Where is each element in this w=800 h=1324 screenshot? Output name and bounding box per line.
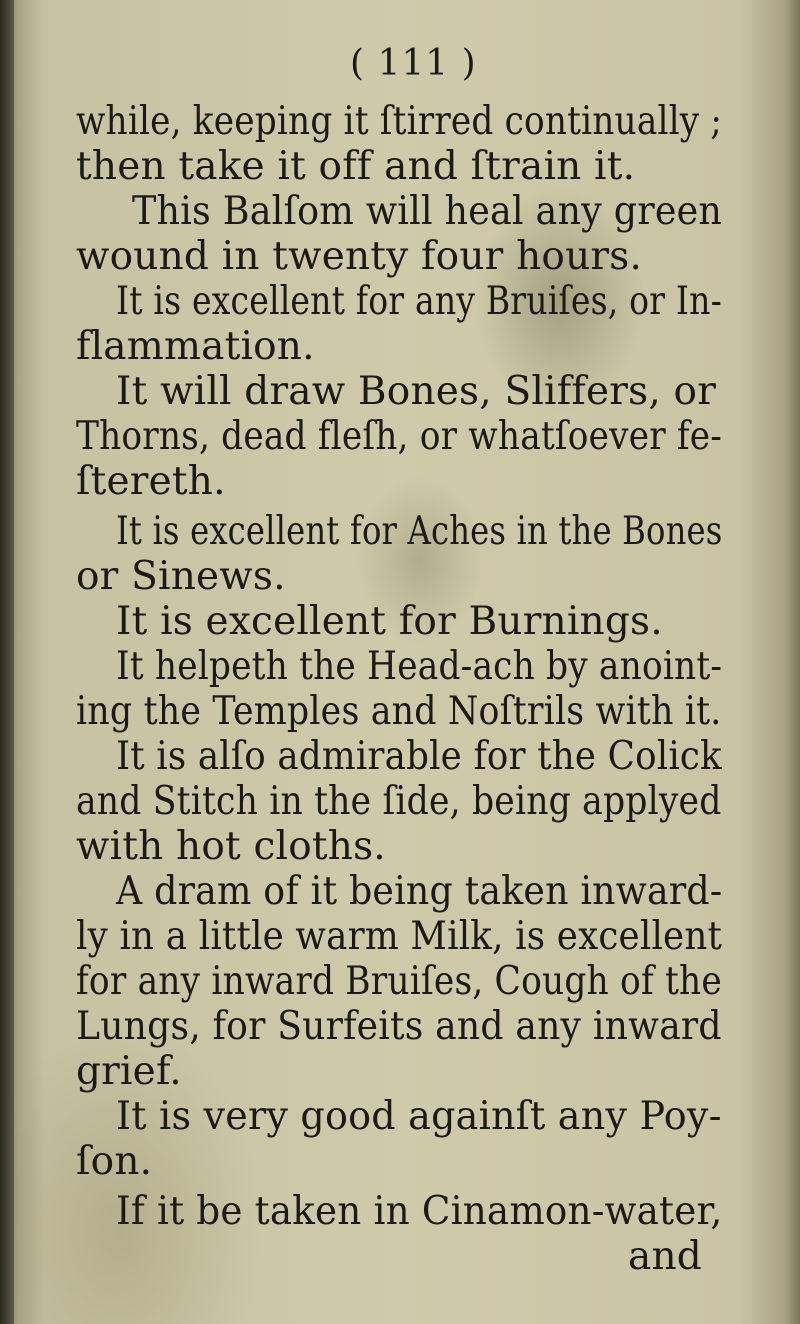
page-number-header: ( 111 ) (350, 43, 477, 84)
text-line: It is excellent for Aches in the Bones (116, 509, 723, 554)
text-line: with hot cloths. (76, 824, 386, 869)
text-line: It is excellent for Burnings. (116, 599, 663, 644)
text-line: It is very good againſt any Poy- (116, 1094, 722, 1139)
text-line: It is alſo admirable for the Colick (116, 734, 722, 779)
text-line: Thorns, dead fleſh, or whatſoever fe- (76, 414, 723, 459)
text-line: flammation. (76, 324, 315, 369)
text-line: It will draw Bones, Sliffers, or (116, 369, 717, 414)
text-line: A dram of it being taken inward- (116, 869, 723, 914)
text-line: ſon. (76, 1139, 153, 1184)
text-line: It helpeth the Head-ach by anoint- (116, 644, 723, 689)
text-line: It is excellent for any Bruiſes, or In- (116, 279, 722, 324)
text-line: Lungs, for Surfeits and any inward (76, 1004, 722, 1049)
catchword: and (628, 1234, 702, 1279)
text-line: grief. (76, 1049, 182, 1094)
text-line: ly in a little warm Milk, is excellent (76, 914, 723, 959)
text-line: or Sinews. (76, 554, 286, 599)
text-line: This Balſom will heal any green (132, 189, 723, 234)
text-line: wound in twenty four hours. (76, 234, 643, 279)
text-line: and Stitch in the ſide, being applyed (76, 779, 722, 824)
text-line: ſtereth. (76, 459, 226, 504)
text-line: ing the Temples and Noſtrils with it. (76, 689, 722, 734)
text-line: then take it off and ſtrain it. (76, 144, 636, 189)
text-line: while, keeping it ſtirred continually ; (76, 99, 723, 144)
text-line: If it be taken in Cinamon-water, (116, 1189, 723, 1234)
text-line: for any inward Bruiſes, Cough of the (76, 959, 722, 1004)
